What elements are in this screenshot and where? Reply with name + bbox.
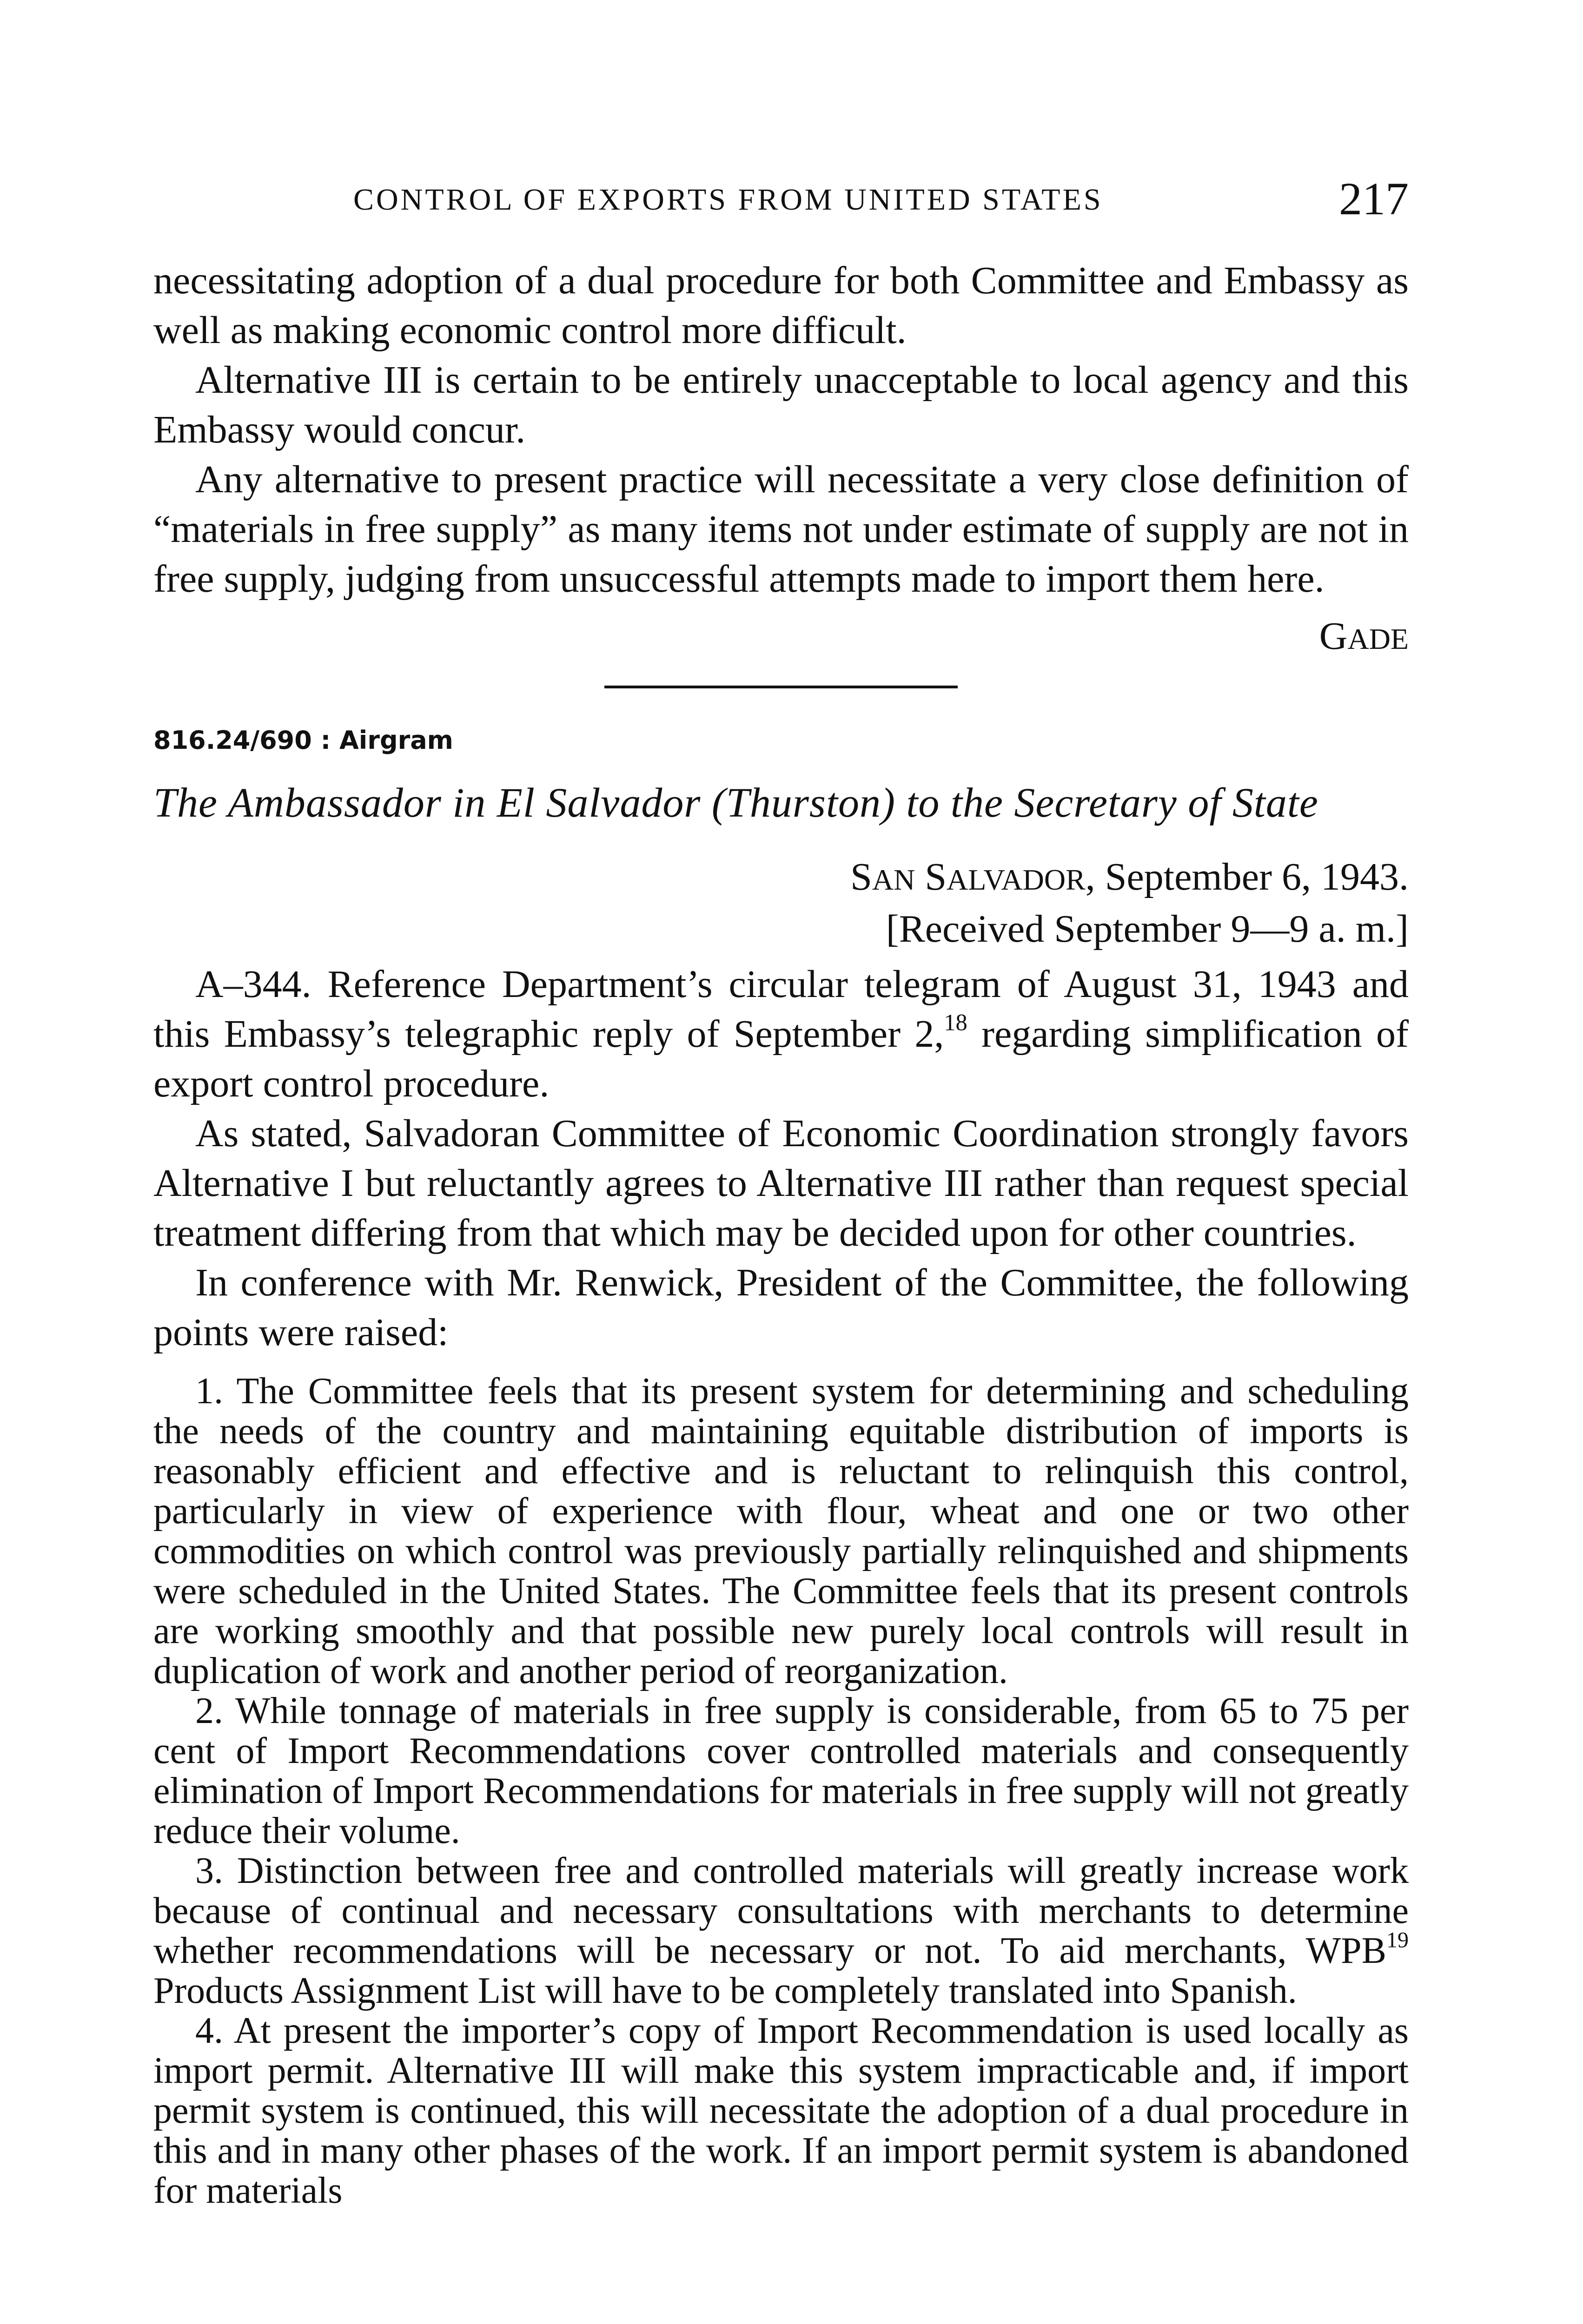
document-title: The Ambassador in El Salvador (Thurston) to the Secretary of State: [153, 780, 1318, 826]
signature-rest: ADE: [1347, 622, 1409, 655]
running-head: CONTROL OF EXPORTS FROM UNITED STATES: [353, 183, 1103, 217]
paragraph-in-conference: In conference with Mr. Renwick, President of the Committee, the following points were raised:: [153, 1261, 1409, 1354]
place-rest-1: AN: [872, 863, 915, 896]
paragraph-any-alternative: Any alternative to present practice will necessitate a very close definition of “materials in free supply” as many items not under estimate of supply are not in free supply, judging from unsuccessful attempts made to import them here.: [153, 458, 1409, 601]
paragraph-as-stated: As stated, Salvadoran Committee of Economic Coordination strongly favors Alternative I but reluctantly agrees to Alternative III rather than request special treatment differing from that which may be decided upon for other countries.: [153, 1112, 1409, 1254]
point-2: 2. While tonnage of materials in free supply is considerable, from 65 to 75 per cent of Import Recommendations cover controlled materials and consequently elimination of Import Recommendations for materials in free supply will not greatly reduce their volume.: [153, 1690, 1409, 1851]
page-header: [153, 173, 1409, 232]
point-3-start: 3. Distinction between free and controlled materials will greatly increase work because of continual and necessary consultations with merchants to determine whether recommendations will be necessary or not. To aid merchants, WPB: [153, 1850, 1409, 1971]
footnote-ref-19: 19: [1386, 1928, 1409, 1953]
footnote-ref-18: 18: [944, 1009, 967, 1036]
received-line: [Received September 9—9 a. m.]: [886, 907, 1409, 951]
place-rest-2: ALVADOR: [947, 863, 1086, 896]
point-3: [153, 1851, 1409, 2011]
a344-text-end: regarding simplification of export control procedure.: [153, 1012, 1409, 1105]
point-1: 1. The Committee feels that its present system for determining and scheduling the needs of the country and maintaining equitable distribution of imports is reasonably efficient and effective and is reluctant to relinquish this control, particularly in view of experience with flour, wheat and one or two other commodities on which control was previously partially relinquished and shipments were scheduled in the United States. The Committee feels that its present controls are working smoothly and that possible new purely local controls will result in duplication of work and another period of reorganization.: [153, 1371, 1409, 1691]
file-reference: 816.24/690 : Airgram: [153, 726, 453, 755]
page-body: [153, 256, 1409, 2211]
place-initial-1: S: [850, 855, 872, 898]
a344-text-start: A–344. Reference Department’s circular telegram of August 31, 1943 and this Embassy’s telegraphic reply of September 2,: [153, 963, 1409, 1056]
place-date: [153, 852, 1409, 905]
date: , September 6, 1943.: [1085, 855, 1409, 898]
signature-gade: [153, 608, 1409, 667]
point-3-end: Products Assignment List will have to be completely translated into Spanish.: [153, 1970, 1297, 2011]
point-4: 4. At present the importer’s copy of Import Recommendation is used locally as import permit. Alternative III will make this system impracticable and, if import permit system is continued, this will necessitate the adoption of a dual procedure in this and in many other phases of the work. If an import permit system is abandoned for materials: [153, 2010, 1409, 2211]
place-initial-2: S: [925, 855, 947, 898]
page-number: 217: [1339, 173, 1409, 224]
paragraph-a344: [153, 959, 1409, 1109]
section-divider: [604, 686, 958, 688]
dateline: [153, 852, 1409, 954]
continuation-paragraph: necessitating adoption of a dual procedure for both Committee and Embassy as well as making economic control more difficult.: [153, 259, 1409, 352]
paragraph-alternative-iii: Alternative III is certain to be entirely unacceptable to local agency and this Embassy would concur.: [153, 358, 1409, 451]
signature-initial: G: [1319, 614, 1348, 658]
